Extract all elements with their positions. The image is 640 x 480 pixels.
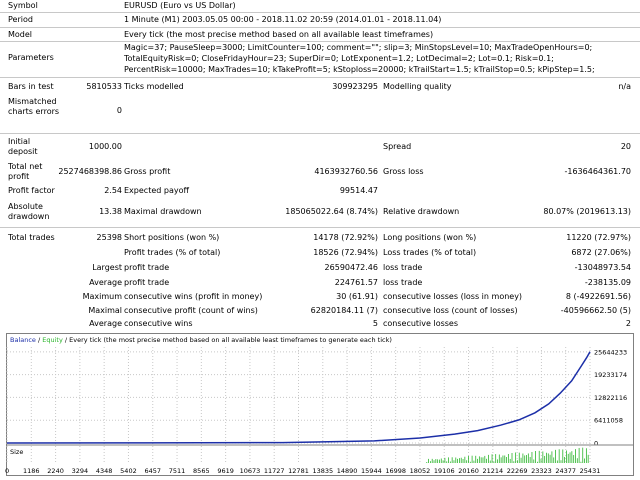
ltrades-value: 6872 (27.06%) [571,248,631,257]
absdd-value: 13.38 [99,207,122,216]
avg-cl-value: 2 [625,319,631,328]
x-tick-label: 6457 [144,467,162,475]
x-tick-label: 16998 [385,467,407,475]
largest-label: Largest [92,263,122,272]
largest-profit-label: profit trade [124,263,170,272]
payoff-label: Expected payoff [124,186,189,195]
grossprofit-value: 4163932760.56 [314,167,378,176]
grossloss-value: -1636464361.70 [564,167,631,176]
average-loss-label: loss trade [383,278,423,287]
size-label: Size [10,448,24,456]
mismatched-label: Mismatched charts errors [8,97,60,116]
maxl-cl-value: -40596662.50 (5) [560,306,631,315]
x-tick-label: 8565 [193,467,210,475]
balance-equity-chart [6,333,634,476]
x-tick-label: 21214 [482,467,504,475]
max-cl-value: 8 (-4922691.56) [565,292,631,301]
maxdd-value: 185065022.64 (8.74%) [285,207,378,216]
payoff-value: 99514.47 [339,186,378,195]
chart-legend [10,336,392,344]
x-tick-label: 20160 [458,467,479,475]
maxl-cl-label: consecutive loss (count of losses) [383,306,518,315]
symbol-value: EURUSD (Euro vs US Dollar) [124,1,236,10]
x-tick-label: 19106 [433,467,455,475]
x-tick-label: 2240 [47,467,64,475]
ptrades-value: 18526 (72.94%) [313,248,378,257]
parameters-line: TotalEquityRisk=0; CloseFridayHour=23; SuperDir=0; LotExponent=1.2; LotDecimal=2; Lot=0.1; Risk=0.1; [124,54,554,63]
parameters-line: Magic=37; PauseSleep=3000; LimitCounter=100; comment=""; slip=3; MinStopsLevel=10; MaxTradeOpenHours=0; [124,43,593,52]
parameters-line: PercentRisk=10000; MaxTrades=10; kTakeProfit=5; kStoploss=20000; kTrailStart=1.5; kTrailStop=0.5; kPipStep=1.5; [124,65,595,74]
legend-equity: Equity [42,336,63,344]
y-tick-label: 19233174 [594,371,628,380]
legend-sep: / [35,336,43,344]
grossprofit-label: Gross profit [124,167,171,176]
deposit-value: 1000.00 [88,142,122,151]
maxl-cp-value: 62820184.11 (7) [310,306,378,315]
legend-balance: Balance [10,336,36,344]
ticks-value: 309923295 [332,82,378,91]
reldd-label: Relative drawdown [383,207,460,216]
maximal-label: Maximal [88,306,122,315]
average2-label: Average [89,319,122,328]
quality-label: Modelling quality [383,82,452,91]
spread-label: Spread [383,142,412,151]
bars-label: Bars in test [8,82,54,91]
quality-value: n/a [618,82,631,91]
max-cw-label: consecutive wins (profit in money) [124,292,263,301]
short-label: Short positions (won %) [124,233,220,242]
average-label: Average [89,278,122,287]
y-tick-label: 25644233 [594,348,628,357]
x-tick-label: 11727 [263,467,285,475]
model-value: Every tick (the most precise method based on all available least timeframes) [124,30,434,39]
period-value: 1 Minute (M1) 2003.05.05 00:00 - 2018.11.02 20:59 (2014.01.01 - 2018.11.04) [124,15,442,24]
pf-label: Profit factor [8,186,55,195]
period-label: Period [8,15,33,24]
trades-label: Total trades [8,233,55,242]
model-label: Model [8,30,33,39]
x-tick-label: 15944 [361,467,382,475]
netprofit-value: 2527468398.86 [58,167,122,176]
largest-loss-value: -13048973.54 [574,263,631,272]
x-tick-label: 0 [4,467,10,475]
x-tick-label: 12781 [288,467,309,475]
long-label: Long positions (won %) [383,233,477,242]
absdd-label: Absolute drawdown [8,202,50,221]
avg-cw-label: consecutive wins [124,319,193,328]
deposit-label: Initial deposit [8,137,38,156]
largest-loss-label: loss trade [383,263,423,272]
mismatched-value: 0 [116,106,122,115]
long-value: 11220 (72.97%) [566,233,631,242]
y-tick-label: 0 [594,439,599,448]
maxl-cp-label: consecutive profit (count of wins) [124,306,258,315]
ltrades-label: Loss trades (% of total) [383,248,477,257]
y-tick-label: 12822116 [594,393,628,402]
ticks-label: Ticks modelled [124,82,184,91]
x-tick-label: 25431 [579,467,601,475]
max-cw-value: 30 (61.91) [336,292,378,301]
pf-value: 2.54 [104,186,122,195]
x-tick-label: 3294 [71,467,89,475]
y-tick-label: 6411058 [594,416,623,425]
x-tick-label: 5402 [120,467,137,475]
average-profit-value: 224761.57 [334,278,378,287]
x-tick-label: 7511 [168,467,186,475]
x-tick-label: 10673 [239,467,261,475]
x-tick-label: 22269 [506,467,528,475]
legend-rest: / Every tick (the most precise method based on all available least timeframes to generate each tick) [62,336,392,344]
largest-profit-value: 26590472.46 [324,263,378,272]
maxdd-label: Maximal drawdown [124,207,202,216]
spread-value: 20 [620,142,631,151]
x-tick-label: 9619 [217,467,234,475]
netprofit-label: Total net profit [8,162,43,181]
max-cl-label: consecutive losses (loss in money) [383,292,523,301]
trades-value: 25398 [96,233,122,242]
x-tick-label: 13835 [312,467,334,475]
symbol-label: Symbol [8,1,38,10]
parameters-label: Parameters [8,53,54,62]
average-profit-label: profit trade [124,278,170,287]
reldd-value: 80.07% (2019613.13) [543,207,631,216]
x-tick-label: 18052 [409,467,431,475]
x-tick-label: 23323 [531,467,552,475]
grossloss-label: Gross loss [383,167,424,176]
average-loss-value: -238135.09 [584,278,631,287]
x-tick-label: 4348 [95,467,113,475]
short-value: 14178 (72.92%) [313,233,378,242]
x-tick-label: 24377 [555,467,577,475]
avg-cw-value: 5 [372,319,378,328]
x-tick-label: 1186 [23,467,40,475]
x-tick-label: 14890 [336,467,358,475]
maximum-label: Maximum [82,292,122,301]
avg-cl-label: consecutive losses [383,319,459,328]
ptrades-label: Profit trades (% of total) [124,248,221,257]
bars-value: 5810533 [86,82,122,91]
